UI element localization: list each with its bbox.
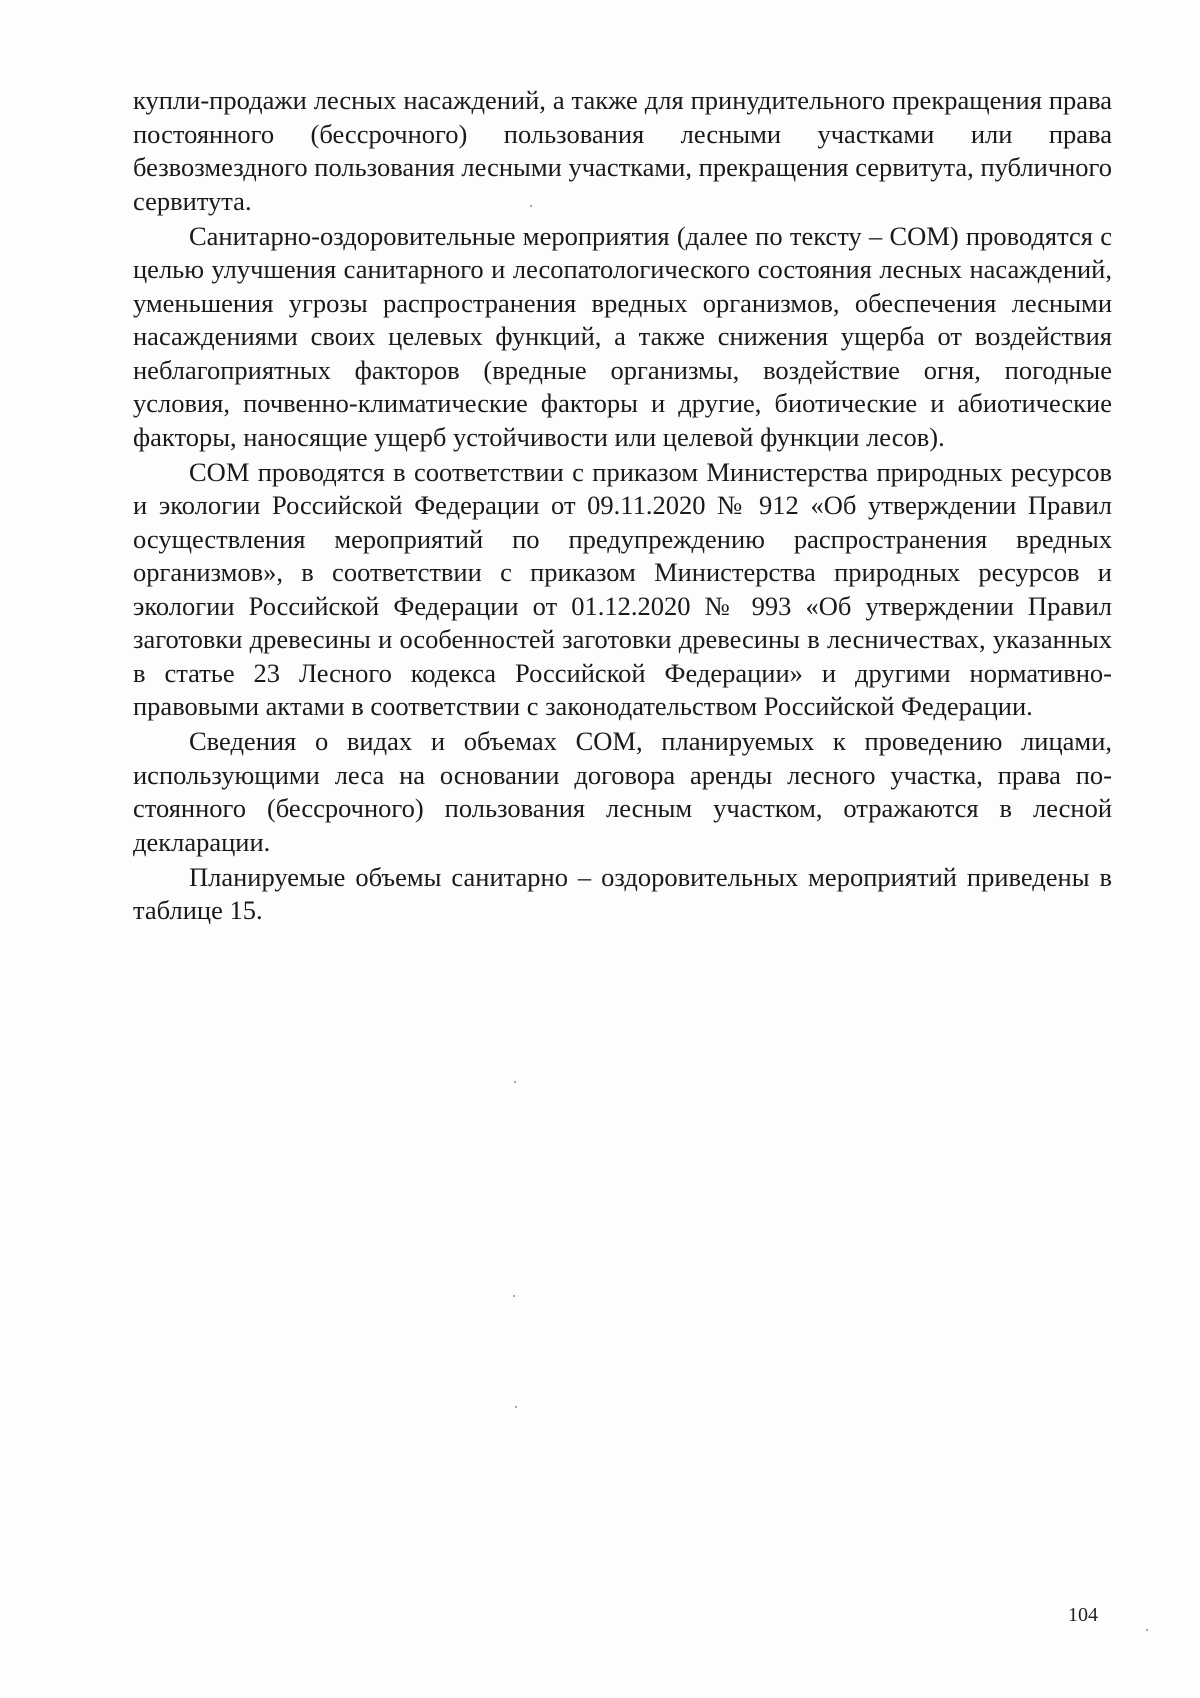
page-number: 104	[1068, 1604, 1098, 1626]
scan-speck	[1146, 1629, 1148, 1631]
scan-speck	[514, 1081, 516, 1083]
scan-speck	[515, 1406, 517, 1408]
paragraph-table-reference: Планируемые объемы санитарно – оздоровительных мероприятий приведены в таблице 15.	[133, 861, 1112, 925]
scan-speck	[513, 1295, 515, 1297]
body-text	[133, 84, 1112, 929]
paragraph-continuation: купли-продажи лесных насаждений, а также для принудительного прекращения права постоянного (бессрочного) пользования лесными участками или права безвозмездного пользования лесными участками, прекращения сервитута, публичного сервитута.	[133, 85, 1112, 216]
scan-speck	[530, 205, 532, 207]
paragraph-som-regulations: СОМ проводятся в соответствии с приказом Министерства природных ресурсов и экологии Российской Федерации от 09.11.2020 № 912 «Об утверждении Правил осуществления мероприятий по предупреждению распространения вредных организмов», в соответствии с приказом Министерства природных ресурсов и экологии Российской Федерации от 01.12.2020 № 993 «Об утверждении Правил заготовки древесины и особенностей заготовки древесины в лесничествах, указанных в статье 23 Лесного кодекса Российской Федерации» и другими нормативно-правовыми актами в соответствии с законодательством Российской Федерации.	[133, 456, 1112, 721]
paragraph-som-declaration: Сведения о видах и объемах СОМ, планируемых к проведению лицами, использующими леса на основании договора аренды лесного участка, права постоянного (бессрочного) пользования лесным участком, отражаются в лесной декларации.	[133, 726, 1112, 857]
paragraph-som-definition: Санитарно-оздоровительные мероприятия (далее по тексту – СОМ) проводятся с целью улучшения санитарного и лесопатологического состояния лесных насаждений, уменьшения угрозы распространения вредных организмов, обеспечения лесными насаждениями своих целевых функций, а также снижения ущерба от воздействия неблагоприятных факторов (вредные организмы, воздействие огня, погодные условия, почвенно-климатические факторы и другие, биотические и абиотические факторы, наносящие ущерб устойчивости или целевой функции лесов).	[133, 220, 1112, 452]
